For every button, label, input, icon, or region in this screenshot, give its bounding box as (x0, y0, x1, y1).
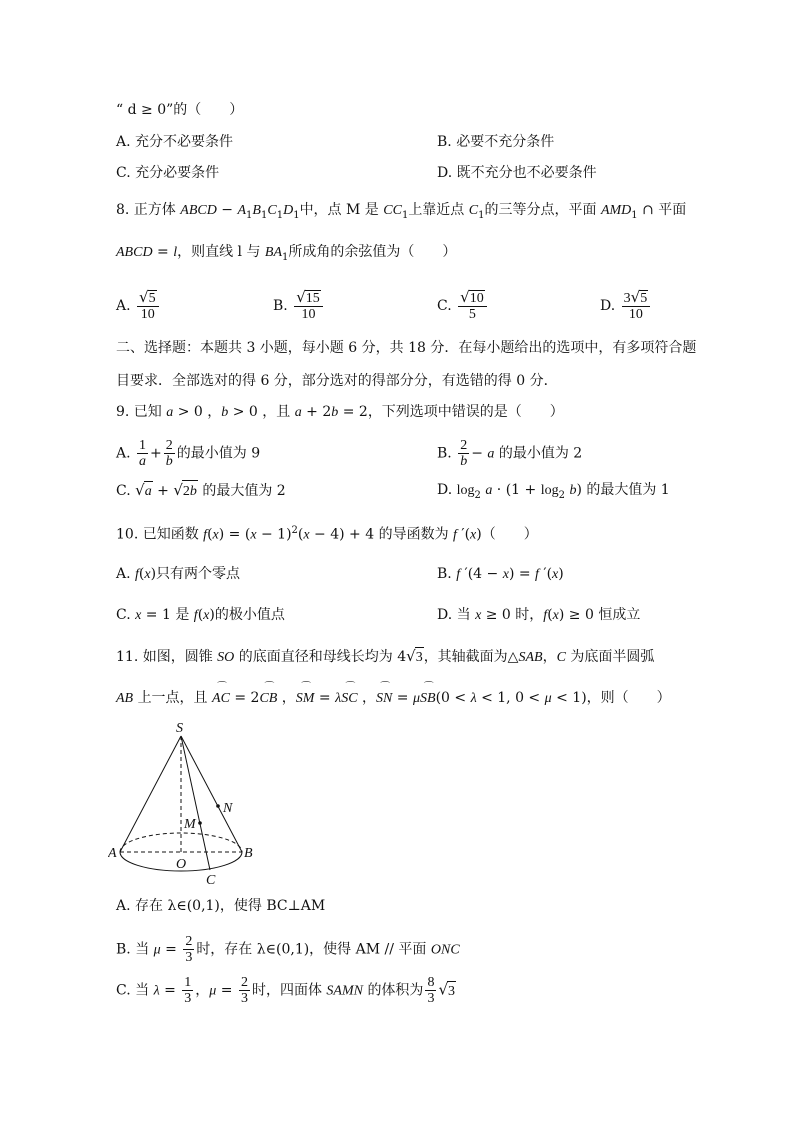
section-2-instructions-line2: 目要求．全部选对的得 6 分，部分选对的得部分分，有选错的得 0 分． (116, 373, 558, 389)
q10-option-b: B. f ′(4 − x) = f ′(x) (437, 566, 564, 582)
q8-stem-line1: 8. 正方体 ABCD − $A_1B_1C_1D_1$中，点 M 是 $CC_1$上靠近点 $C_1$的三等分点，平面 $AMD_1$ ∩ 平面 (116, 202, 687, 221)
label-b: B (244, 846, 253, 861)
q7-option-d: D. 既不充分也不必要条件 (437, 165, 597, 181)
label-n: N (223, 801, 233, 816)
segment-sc (181, 736, 210, 870)
cone-figure (108, 718, 258, 888)
q11-option-c: C. 当 λ = $\frac{1}{3}$ ，μ = $\frac{2}{3}$ 时，四面体 SAMN 的体积为 $\frac{8}{3}$ √3 (116, 975, 455, 1006)
q8-option-c: C. $\frac{√10}{5}$ (437, 290, 489, 322)
q8-option-b: B. $\frac{√15}{10}$ (273, 290, 325, 322)
q7-option-c: C. 充分必要条件 (116, 165, 220, 181)
q9-option-d: D. $\log_2 a \cdot (1 + \log_2 b)$ 的最大值为 1 (437, 482, 670, 501)
q10-option-d: D. 当 x ≥ 0 时，f(x) ≥ 0 恒成立 (437, 607, 641, 623)
label-o: O (176, 857, 187, 872)
q10-option-a: A. f(x)只有两个零点 (116, 566, 241, 582)
point-m (198, 821, 202, 825)
label-a: A (108, 846, 117, 861)
label-s: S (176, 721, 183, 736)
q10-stem: 10. 已知函数 $f(x) = (x - 1)^2(x - 4) + 4$ 的导函数为 f ′(x)（ ） (116, 525, 538, 543)
q7-option-b: B. 必要不充分条件 (437, 134, 555, 150)
q10-option-c: C. x = 1 是 f(x)的极小值点 (116, 607, 285, 623)
point-n (216, 804, 220, 808)
q11-option-b: B. 当 μ = $\frac{2}{3}$ 时，存在 λ∈(0,1)，使得 AM // 平面 ONC (116, 934, 460, 965)
q11-option-a: A. 存在 λ∈(0,1)，使得 BC⊥AM (116, 898, 326, 914)
q9-option-c: C. √a + √2b 的最大值为 2 (116, 480, 286, 502)
generatrix-sa (120, 736, 181, 852)
q7-option-a: A. 充分不必要条件 (116, 134, 234, 150)
section-2-instructions-line1: 二、选择题：本题共 3 小题，每小题 6 分，共 18 分．在每小题给出的选项中，有多项符合题 (116, 340, 697, 356)
q11-stem-line1: 11. 如图，圆锥 SO 的底面直径和母线长均为 4√3，其轴截面为△SAB，C 为底面半圆弧 (116, 646, 654, 668)
q8-option-a: A. $\frac{√5}{10}$ (116, 290, 161, 322)
q9-stem: 9. 已知 a > 0 ，b > 0 ，且 a + 2b = 2，下列选项中错误的是（ ） (116, 404, 564, 420)
q8-stem-line2: ABCD = l，则直线 l 与 $BA_1$所成角的余弦值为（ ） (116, 244, 457, 263)
q7-stem-continuation: “ d ≥ 0”的（ ） (116, 102, 244, 118)
q8-option-d: D. $\frac{3√5}{10}$ (600, 290, 652, 322)
q9-option-a: A. $\frac{1}{a}$ + $\frac{2}{b}$ 的最小值为 9 (116, 438, 261, 469)
label-c: C (206, 873, 216, 888)
q9-option-b: B. $\frac{2}{b}$ − a 的最小值为 2 (437, 438, 583, 469)
generatrix-sb (181, 736, 242, 852)
q11-stem-line2: AB 上一点，且 ⌒ AC = 2⌒ CB ，⌒ SM = λ⌒ SC ，⌒ SN = μ⌒ SB(0 < λ < 1, 0 < μ < 1)，则（ ） (116, 688, 671, 709)
label-m: M (184, 817, 196, 832)
